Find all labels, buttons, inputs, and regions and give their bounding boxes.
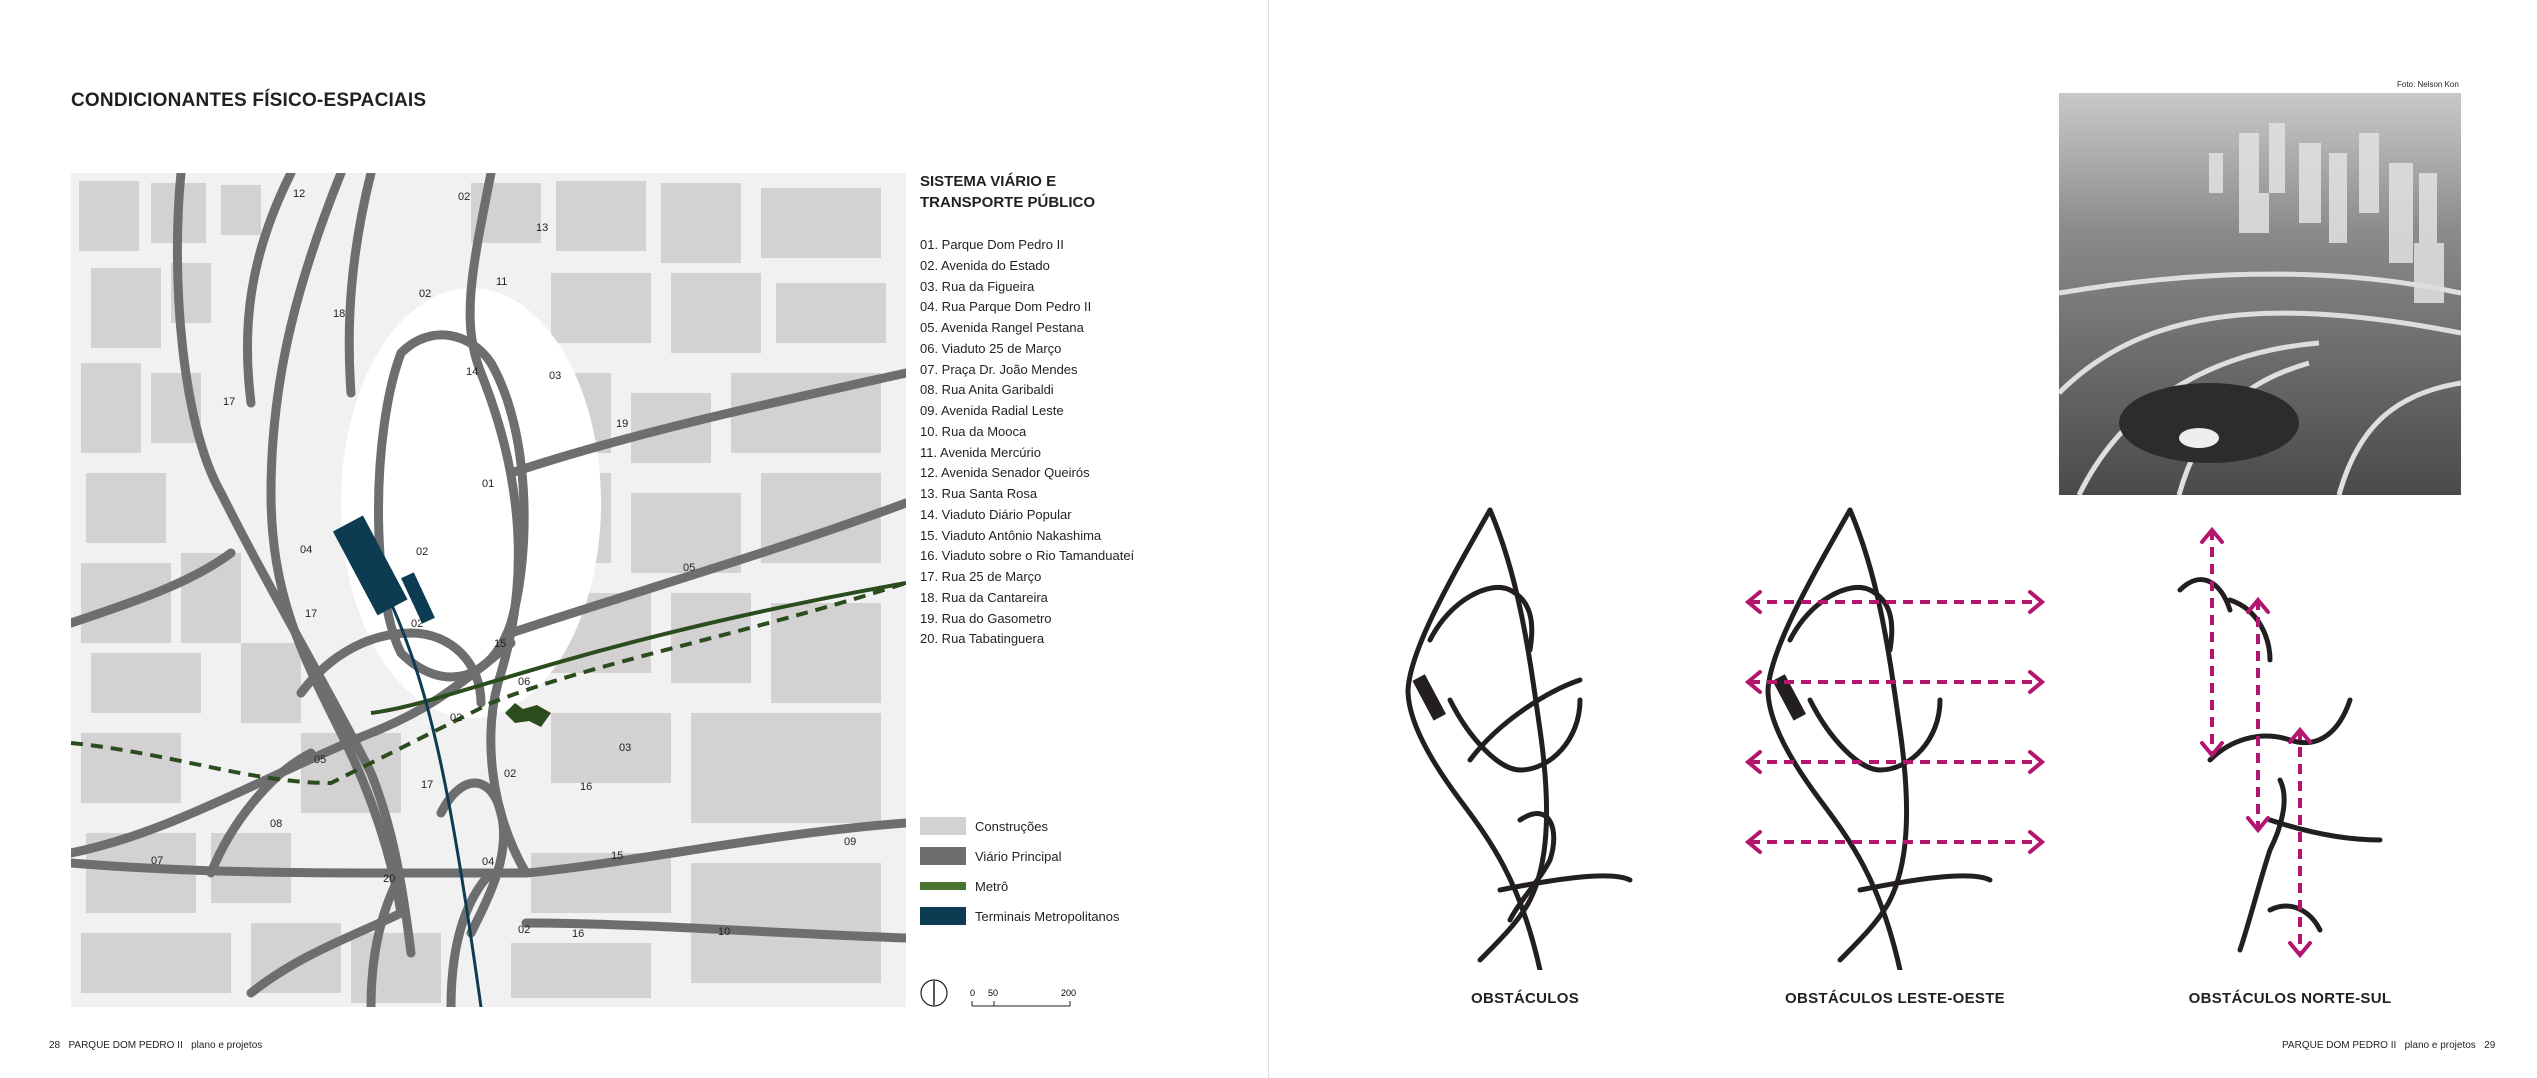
svg-text:20: 20 (383, 873, 396, 885)
list-item: 09. Avenida Radial Leste (920, 403, 1064, 418)
swatch-terminais (920, 907, 966, 925)
svg-text:19: 19 (616, 418, 629, 430)
list-item: 15. Viaduto Antônio Nakashima (920, 527, 1102, 543)
swatch-metro (920, 882, 966, 890)
svg-text:10: 10 (718, 926, 731, 938)
list-item: 11. Avenida Mercúrio (920, 444, 1041, 460)
svg-text:17: 17 (305, 608, 318, 620)
svg-text:200: 200 (1061, 988, 1077, 998)
svg-text:11: 11 (496, 276, 508, 288)
svg-text:17: 17 (223, 396, 236, 408)
svg-text:02: 02 (458, 191, 471, 203)
list-item: 14. Viaduto Diário Popular (920, 506, 1072, 522)
svg-text:02: 02 (504, 768, 517, 780)
svg-text:04: 04 (300, 544, 313, 556)
places-list (920, 235, 1134, 650)
swatch-construcoes (920, 817, 966, 835)
svg-text:08: 08 (270, 818, 283, 830)
page-heading: CONDICIONANTES FÍSICO-ESPACIAIS (71, 90, 427, 111)
svg-text:06: 06 (518, 676, 531, 688)
scale-bar (920, 976, 1090, 1012)
svg-text:0: 0 (970, 988, 976, 998)
svg-text:16: 16 (572, 928, 585, 940)
key-metro: Metrô (920, 877, 1008, 895)
footer-left: 28 PARQUE DOM PEDRO II plano e projetos (49, 1040, 263, 1051)
svg-text:03: 03 (619, 742, 632, 754)
list-item: 13. Rua Santa Rosa (920, 486, 1038, 501)
svg-text:02: 02 (450, 712, 463, 724)
list-item: 18. Rua da Cantareira (920, 589, 1048, 605)
diagram-norte-sul (2120, 500, 2500, 970)
list-item: 04. Rua Parque Dom Pedro II (920, 299, 1092, 315)
list-item: 16. Viaduto sobre o Rio Tamanduateí (920, 548, 1135, 564)
svg-text:02: 02 (419, 288, 432, 300)
svg-text:13: 13 (536, 222, 549, 234)
road-map (71, 173, 906, 1007)
svg-text:05: 05 (683, 562, 696, 574)
list-item: 19. Rua do Gasometro (920, 610, 1052, 626)
list-item: 07. Praça Dr. João Mendes (920, 361, 1078, 377)
list-item: 06. Viaduto 25 de Março (920, 340, 1062, 356)
svg-text:05: 05 (314, 754, 327, 766)
aerial-photo (2059, 93, 2461, 495)
list-item: 10. Rua da Mooca (920, 423, 1027, 439)
page-spine (1268, 0, 1269, 1078)
svg-text:15: 15 (611, 850, 624, 862)
key-viario: Viário Principal (920, 847, 1061, 865)
list-item: 03. Rua da Figueira (920, 278, 1035, 294)
legend-title: SISTEMA VIÁRIO E TRANSPORTE PÚBLICO (920, 173, 1096, 211)
svg-text:07: 07 (151, 855, 164, 867)
svg-text:18: 18 (333, 308, 346, 320)
footer-right: PARQUE DOM PEDRO II plano e projetos 29 (2282, 1040, 2496, 1051)
svg-text:01: 01 (482, 478, 495, 490)
svg-text:50: 50 (988, 988, 999, 998)
diagram-leste-oeste (1740, 500, 2120, 970)
diagram-obstaculos (1390, 500, 1770, 970)
photo-credit: Foto: Nelson Kon (2397, 80, 2459, 89)
diagram-label-leste-oeste: OBSTÁCULOS LESTE-OESTE (1785, 990, 2005, 1007)
list-item: 12. Avenida Senador Queirós (920, 465, 1090, 481)
diagram-label-obstaculos: OBSTÁCULOS (1471, 990, 1579, 1007)
svg-text:15: 15 (494, 638, 507, 650)
svg-text:17: 17 (421, 779, 434, 791)
key-terminais: Terminais Metropolitanos (920, 907, 1120, 925)
svg-text:12: 12 (293, 188, 306, 200)
list-item: 02. Avenida do Estado (920, 257, 1050, 273)
svg-text:04: 04 (482, 856, 495, 868)
list-item: 01. Parque Dom Pedro II (920, 237, 1064, 252)
svg-text:02: 02 (518, 924, 531, 936)
list-item: 05. Avenida Rangel Pestana (920, 320, 1084, 335)
list-item: 20. Rua Tabatinguera (920, 631, 1045, 647)
swatch-viario (920, 847, 966, 865)
list-item: 17. Rua 25 de Março (920, 569, 1042, 584)
key-construcoes: Construções (920, 817, 1048, 835)
svg-text:14: 14 (466, 366, 479, 378)
list-item: 08. Rua Anita Garibaldi (920, 382, 1054, 398)
svg-text:02: 02 (416, 546, 429, 558)
svg-text:03: 03 (549, 370, 562, 382)
svg-text:02: 02 (411, 618, 424, 630)
svg-text:16: 16 (580, 781, 593, 793)
svg-text:09: 09 (844, 836, 857, 848)
diagram-label-norte-sul: OBSTÁCULOS NORTE-SUL (2188, 990, 2392, 1007)
